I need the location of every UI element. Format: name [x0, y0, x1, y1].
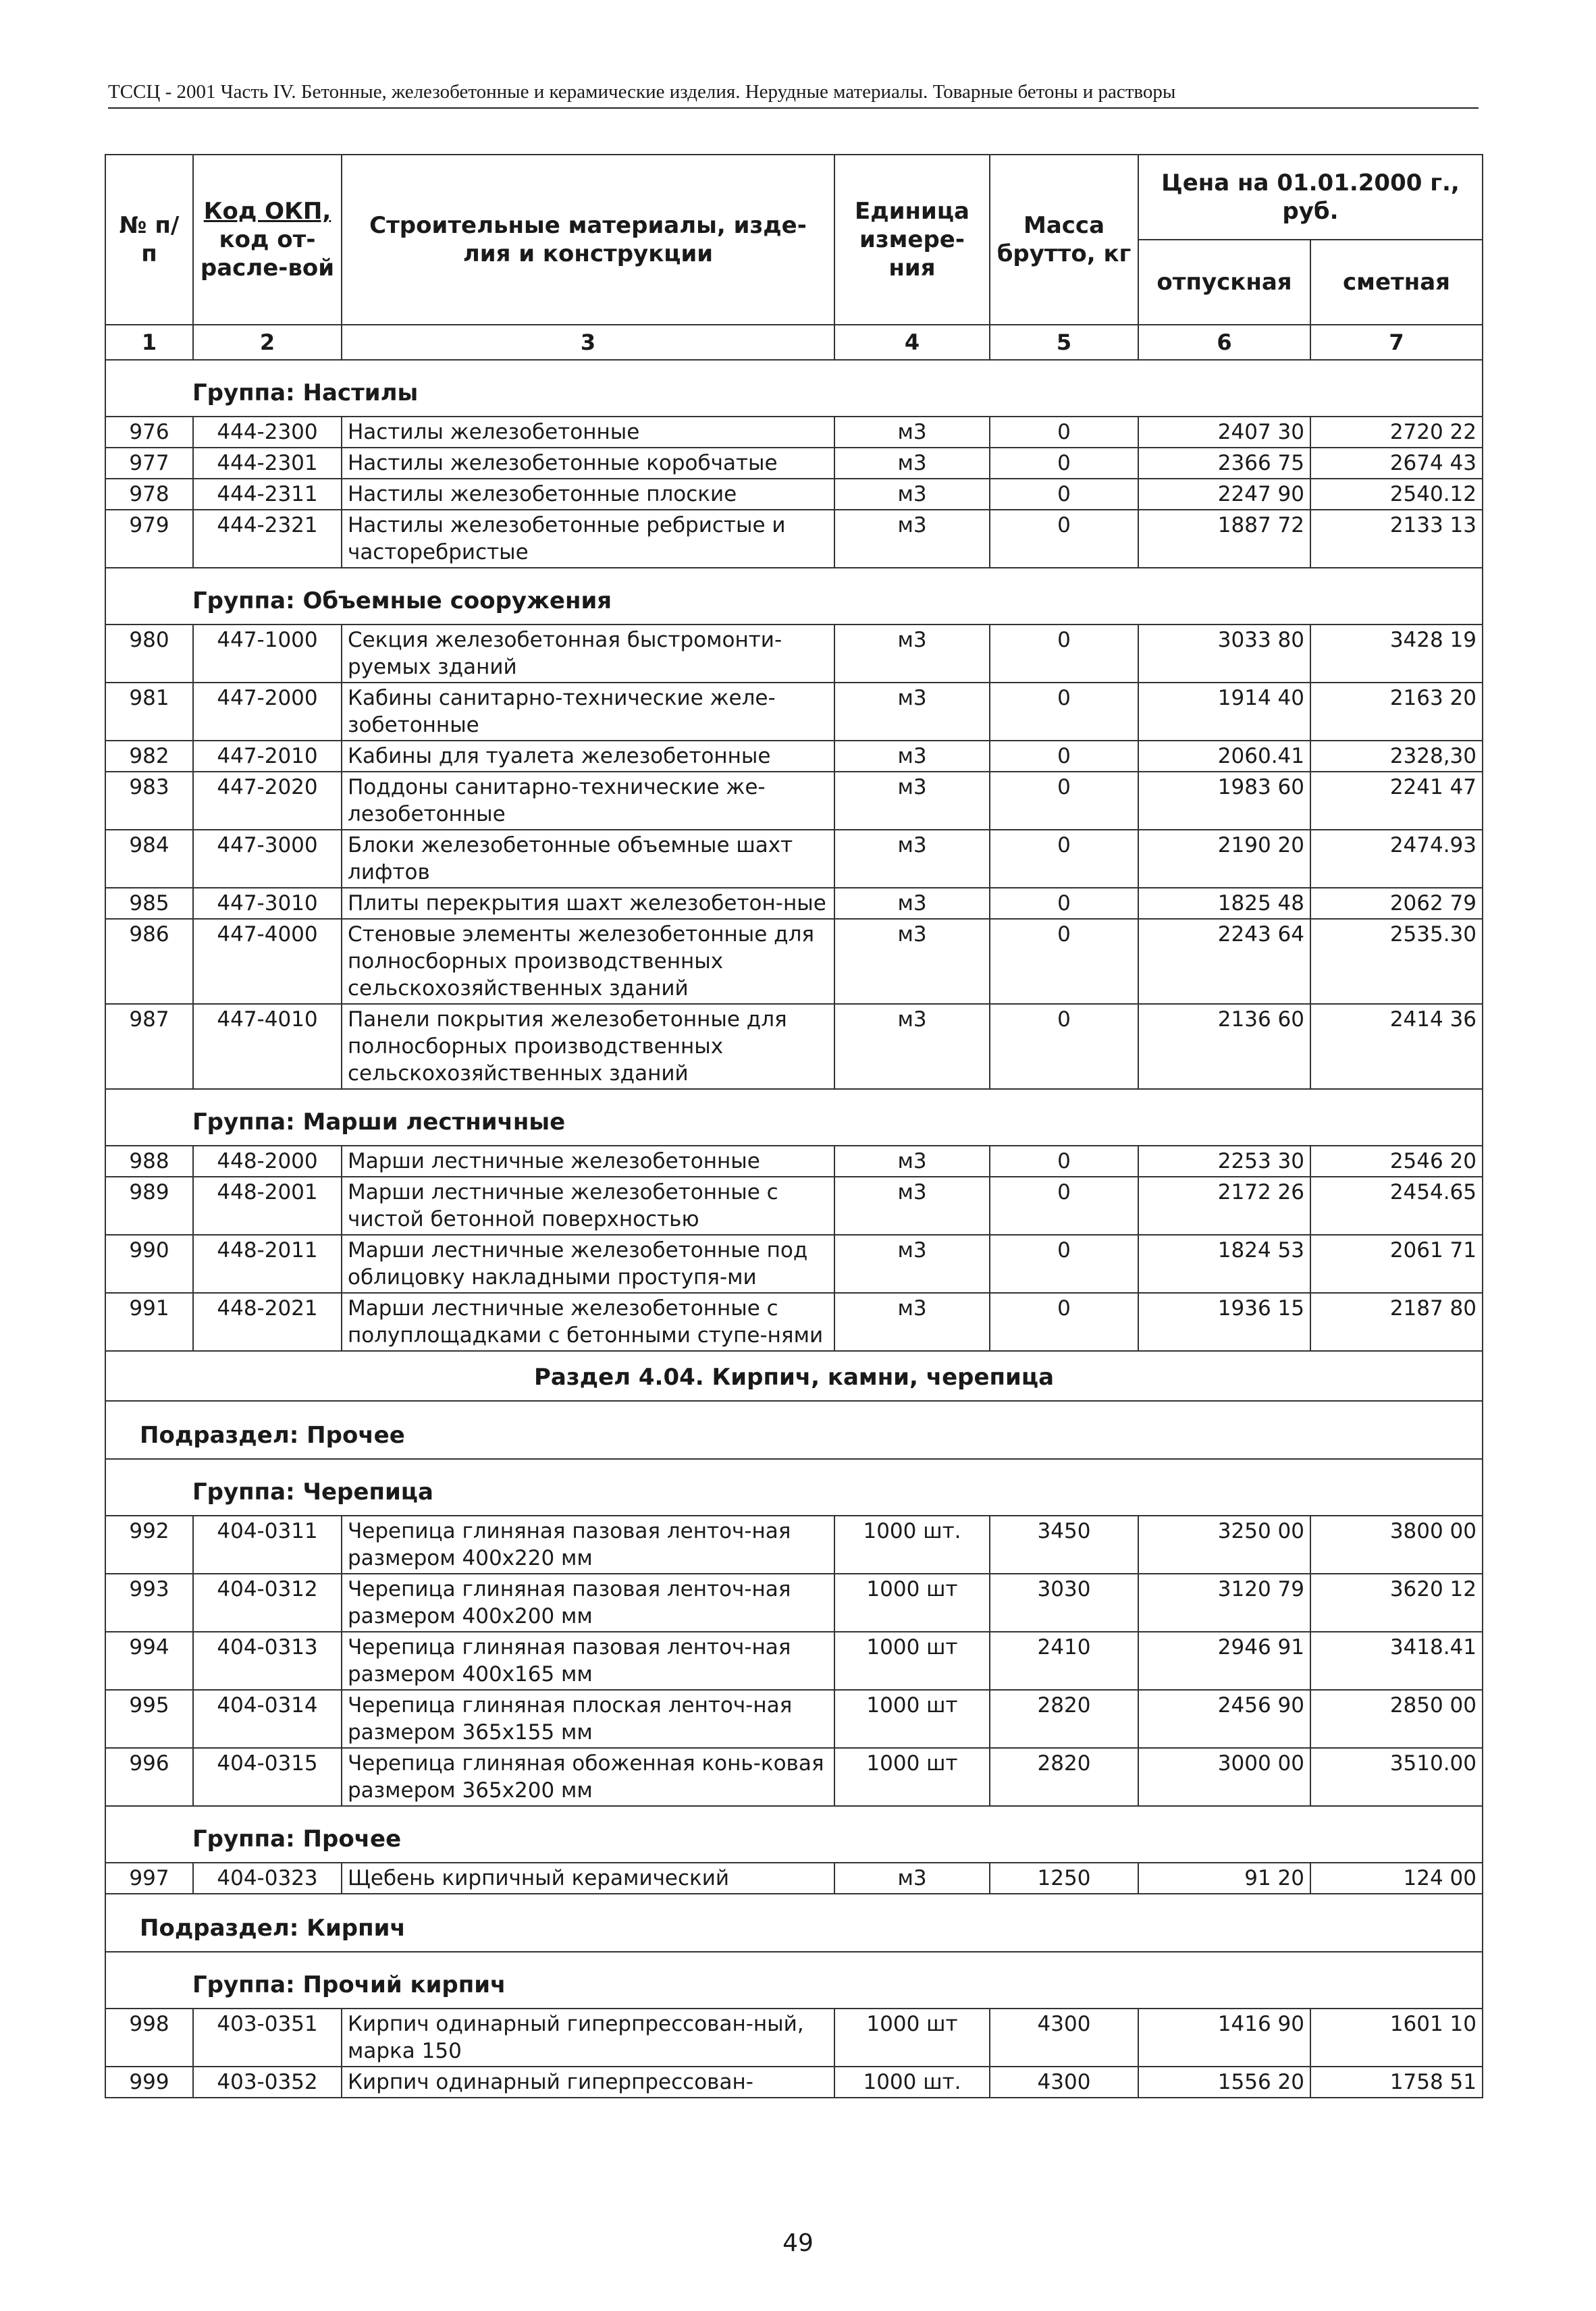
row-mass: 0	[990, 919, 1138, 1004]
row-price-estimate: 124 00	[1310, 1863, 1483, 1894]
row-name: Настилы железобетонные плоские	[342, 479, 834, 510]
group-heading: Группа: Марши лестничные	[105, 1089, 1483, 1146]
row-unit: м3	[834, 772, 990, 830]
row-price-release: 91 20	[1138, 1863, 1310, 1894]
row-price-release: 1556 20	[1138, 2067, 1310, 2098]
group-heading-row	[105, 1459, 1483, 1516]
row-name: Черепица глиняная обоженная конь-ковая размером 365x200 мм	[342, 1748, 834, 1806]
row-code: 447-3000	[193, 830, 342, 888]
row-price-estimate: 2540.12	[1310, 479, 1483, 510]
row-name: Черепица глиняная пазовая ленточ-ная размером 400x165 мм	[342, 1632, 834, 1690]
table-row	[105, 1177, 1483, 1235]
table-row	[105, 2009, 1483, 2067]
group-heading: Группа: Прочий кирпич	[105, 1952, 1483, 2009]
table-header-row	[105, 155, 1483, 240]
row-unit: м3	[834, 479, 990, 510]
col-header-name: Строительные материалы, изде-лия и конструкции	[342, 155, 834, 325]
table-row	[105, 1863, 1483, 1894]
row-price-release: 2407 30	[1138, 417, 1310, 448]
row-price-release: 3120 79	[1138, 1574, 1310, 1632]
row-name: Настилы железобетонные	[342, 417, 834, 448]
row-mass: 0	[990, 1146, 1138, 1177]
row-unit: м3	[834, 1863, 990, 1894]
row-unit: 1000 шт.	[834, 2067, 990, 2098]
row-number: 992	[105, 1516, 193, 1574]
table-row	[105, 683, 1483, 741]
column-number: 5	[990, 325, 1138, 360]
row-price-release: 2366 75	[1138, 448, 1310, 479]
subsection-heading: Подраздел: Прочее	[105, 1401, 1483, 1459]
row-price-release: 3250 00	[1138, 1516, 1310, 1574]
row-price-release: 1936 15	[1138, 1293, 1310, 1351]
col-header-code-okp: Код ОКП,	[203, 198, 331, 225]
row-name: Блоки железобетонные объемные шахт лифтов	[342, 830, 834, 888]
row-price-release: 2247 90	[1138, 479, 1310, 510]
col-header-price-release: отпускная	[1138, 240, 1310, 325]
row-code: 444-2301	[193, 448, 342, 479]
row-mass: 0	[990, 625, 1138, 683]
row-number: 985	[105, 888, 193, 919]
row-mass: 4300	[990, 2067, 1138, 2098]
row-price-estimate: 2414 36	[1310, 1004, 1483, 1089]
row-mass: 2820	[990, 1748, 1138, 1806]
row-price-estimate: 1758 51	[1310, 2067, 1483, 2098]
row-unit: м3	[834, 830, 990, 888]
row-number: 991	[105, 1293, 193, 1351]
row-price-estimate: 3510.00	[1310, 1748, 1483, 1806]
table-row	[105, 830, 1483, 888]
row-price-release: 1825 48	[1138, 888, 1310, 919]
row-number: 979	[105, 510, 193, 568]
row-number: 996	[105, 1748, 193, 1806]
row-name: Щебень кирпичный керамический	[342, 1863, 834, 1894]
row-unit: м3	[834, 1177, 990, 1235]
row-mass: 0	[990, 417, 1138, 448]
row-name: Поддоны санитарно-технические же-лезобетонные	[342, 772, 834, 830]
row-mass: 0	[990, 1235, 1138, 1293]
group-heading: Группа: Объемные сооружения	[105, 568, 1483, 625]
row-name: Панели покрытия железобетонные для полносборных производственных сельскохозяйственных зданий	[342, 1004, 834, 1089]
row-unit: м3	[834, 417, 990, 448]
row-unit: м3	[834, 1004, 990, 1089]
col-header-code-branch: код от-расле-вой	[200, 226, 335, 282]
row-name: Марши лестничные железобетонные с полуплощадками с бетонными ступе-нями	[342, 1293, 834, 1351]
row-price-release: 2136 60	[1138, 1004, 1310, 1089]
row-price-release: 1416 90	[1138, 2009, 1310, 2067]
row-name: Черепица глиняная пазовая ленточ-ная размером 400x200 мм	[342, 1574, 834, 1632]
row-mass: 2410	[990, 1632, 1138, 1690]
row-unit: м3	[834, 919, 990, 1004]
section-heading-row	[105, 1351, 1483, 1401]
row-mass: 2820	[990, 1690, 1138, 1748]
row-code: 404-0323	[193, 1863, 342, 1894]
row-number: 990	[105, 1235, 193, 1293]
row-mass: 0	[990, 448, 1138, 479]
col-header-code	[193, 155, 342, 325]
row-code: 447-3010	[193, 888, 342, 919]
row-unit: 1000 шт	[834, 1632, 990, 1690]
group-heading: Группа: Прочее	[105, 1806, 1483, 1863]
row-price-estimate: 2674 43	[1310, 448, 1483, 479]
table-row	[105, 1235, 1483, 1293]
row-code: 447-2000	[193, 683, 342, 741]
row-price-release: 1824 53	[1138, 1235, 1310, 1293]
table-row	[105, 417, 1483, 448]
row-name: Кирпич одинарный гиперпрессован-ный, марка 150	[342, 2009, 834, 2067]
price-table	[105, 154, 1483, 2098]
row-name: Черепица глиняная плоская ленточ-ная размером 365x155 мм	[342, 1690, 834, 1748]
row-number: 993	[105, 1574, 193, 1632]
running-title: ТССЦ - 2001 Часть IV. Бетонные, железобетонные и керамические изделия. Нерудные материалы. Товарные бетоны и растворы	[108, 81, 1479, 109]
row-price-release: 1983 60	[1138, 772, 1310, 830]
row-code: 404-0314	[193, 1690, 342, 1748]
table-row	[105, 1690, 1483, 1748]
row-code: 447-2020	[193, 772, 342, 830]
row-number: 986	[105, 919, 193, 1004]
row-code: 403-0351	[193, 2009, 342, 2067]
row-price-estimate: 3620 12	[1310, 1574, 1483, 1632]
row-unit: м3	[834, 741, 990, 772]
row-mass: 0	[990, 888, 1138, 919]
row-mass: 0	[990, 830, 1138, 888]
row-name: Марши лестничные железобетонные	[342, 1146, 834, 1177]
row-price-estimate: 2720 22	[1310, 417, 1483, 448]
table-row	[105, 625, 1483, 683]
row-price-release: 2243 64	[1138, 919, 1310, 1004]
row-name: Кирпич одинарный гиперпрессован-	[342, 2067, 834, 2098]
row-number: 984	[105, 830, 193, 888]
row-number: 983	[105, 772, 193, 830]
row-name: Плиты перекрытия шахт железобетон-ные	[342, 888, 834, 919]
col-header-price-estimate: сметная	[1310, 240, 1483, 325]
row-price-release: 2253 30	[1138, 1146, 1310, 1177]
table-row	[105, 1293, 1483, 1351]
subsection-heading: Подраздел: Кирпич	[105, 1894, 1483, 1952]
row-mass: 0	[990, 479, 1138, 510]
row-mass: 0	[990, 683, 1138, 741]
table-row	[105, 1516, 1483, 1574]
row-unit: м3	[834, 625, 990, 683]
table-row	[105, 1004, 1483, 1089]
group-heading-row	[105, 360, 1483, 417]
row-price-estimate: 2187 80	[1310, 1293, 1483, 1351]
group-heading-row	[105, 1806, 1483, 1863]
row-number: 980	[105, 625, 193, 683]
subsection-heading-row	[105, 1894, 1483, 1952]
col-header-num: № п/п	[105, 155, 193, 325]
table-row	[105, 772, 1483, 830]
row-name: Стеновые элементы железобетонные для полносборных производственных сельскохозяйственных зданий	[342, 919, 834, 1004]
row-unit: 1000 шт	[834, 1690, 990, 1748]
row-number: 982	[105, 741, 193, 772]
group-heading-row	[105, 1089, 1483, 1146]
row-number: 988	[105, 1146, 193, 1177]
row-price-release: 2946 91	[1138, 1632, 1310, 1690]
table-row	[105, 741, 1483, 772]
table-row	[105, 1632, 1483, 1690]
row-code: 447-4000	[193, 919, 342, 1004]
row-code: 403-0352	[193, 2067, 342, 2098]
row-price-release: 1887 72	[1138, 510, 1310, 568]
group-heading: Группа: Черепица	[105, 1459, 1483, 1516]
row-mass: 1250	[990, 1863, 1138, 1894]
row-name: Настилы железобетонные ребристые и часторебристые	[342, 510, 834, 568]
row-mass: 0	[990, 1293, 1138, 1351]
group-heading: Группа: Настилы	[105, 360, 1483, 417]
col-header-mass: Масса брутто, кг	[990, 155, 1138, 325]
row-mass: 4300	[990, 2009, 1138, 2067]
row-price-estimate: 2241 47	[1310, 772, 1483, 830]
row-number: 999	[105, 2067, 193, 2098]
row-price-estimate: 2061 71	[1310, 1235, 1483, 1293]
row-unit: 1000 шт	[834, 1748, 990, 1806]
row-code: 447-4010	[193, 1004, 342, 1089]
row-price-estimate: 2454.65	[1310, 1177, 1483, 1235]
row-price-estimate: 2328,30	[1310, 741, 1483, 772]
row-number: 976	[105, 417, 193, 448]
row-code: 444-2321	[193, 510, 342, 568]
row-name: Марши лестничные железобетонные под облицовку накладными проступя-ми	[342, 1235, 834, 1293]
subsection-heading-row	[105, 1401, 1483, 1459]
row-price-estimate: 2133 13	[1310, 510, 1483, 568]
row-unit: 1000 шт	[834, 2009, 990, 2067]
row-price-release: 2172 26	[1138, 1177, 1310, 1235]
row-unit: м3	[834, 1293, 990, 1351]
row-price-estimate: 2062 79	[1310, 888, 1483, 919]
row-name: Кабины санитарно-технические желе-зобетонные	[342, 683, 834, 741]
table-row	[105, 919, 1483, 1004]
table-row	[105, 1574, 1483, 1632]
row-unit: м3	[834, 1235, 990, 1293]
row-mass: 0	[990, 741, 1138, 772]
row-code: 448-2011	[193, 1235, 342, 1293]
row-mass: 0	[990, 1004, 1138, 1089]
row-mass: 3030	[990, 1574, 1138, 1632]
row-code: 404-0311	[193, 1516, 342, 1574]
row-number: 997	[105, 1863, 193, 1894]
col-header-unit: Единица измере-ния	[834, 155, 990, 325]
table-row	[105, 510, 1483, 568]
row-price-release: 3000 00	[1138, 1748, 1310, 1806]
row-number: 981	[105, 683, 193, 741]
row-price-estimate: 1601 10	[1310, 2009, 1483, 2067]
row-unit: 1000 шт.	[834, 1516, 990, 1574]
row-code: 448-2001	[193, 1177, 342, 1235]
row-price-estimate: 2850 00	[1310, 1690, 1483, 1748]
row-mass: 0	[990, 1177, 1138, 1235]
row-price-release: 2060.41	[1138, 741, 1310, 772]
row-code: 404-0315	[193, 1748, 342, 1806]
row-unit: м3	[834, 510, 990, 568]
column-number: 7	[1310, 325, 1483, 360]
page-number: 49	[782, 2229, 814, 2257]
row-code: 447-1000	[193, 625, 342, 683]
row-price-estimate: 2474.93	[1310, 830, 1483, 888]
row-number: 977	[105, 448, 193, 479]
table-row	[105, 448, 1483, 479]
table-row	[105, 1748, 1483, 1806]
row-code: 448-2021	[193, 1293, 342, 1351]
row-name: Марши лестничные железобетонные с чистой бетонной поверхностью	[342, 1177, 834, 1235]
row-name: Секция железобетонная быстромонти-руемых зданий	[342, 625, 834, 683]
row-name: Настилы железобетонные коробчатые	[342, 448, 834, 479]
row-mass: 3450	[990, 1516, 1138, 1574]
group-heading-row	[105, 1952, 1483, 2009]
row-number: 994	[105, 1632, 193, 1690]
row-price-estimate: 3800 00	[1310, 1516, 1483, 1574]
row-price-release: 1914 40	[1138, 683, 1310, 741]
row-unit: м3	[834, 1146, 990, 1177]
row-name: Кабины для туалета железобетонные	[342, 741, 834, 772]
row-price-release: 2456 90	[1138, 1690, 1310, 1748]
row-price-release: 2190 20	[1138, 830, 1310, 888]
row-number: 978	[105, 479, 193, 510]
group-heading-row	[105, 568, 1483, 625]
row-name: Черепица глиняная пазовая ленточ-ная размером 400x220 мм	[342, 1516, 834, 1574]
column-number: 4	[834, 325, 990, 360]
row-code: 444-2311	[193, 479, 342, 510]
row-price-estimate: 3428 19	[1310, 625, 1483, 683]
table-row	[105, 1146, 1483, 1177]
col-header-price: Цена на 01.01.2000 г., руб.	[1138, 155, 1483, 240]
row-code: 404-0313	[193, 1632, 342, 1690]
row-unit: м3	[834, 683, 990, 741]
row-price-estimate: 3418.41	[1310, 1632, 1483, 1690]
row-mass: 0	[990, 772, 1138, 830]
column-number: 1	[105, 325, 193, 360]
row-number: 989	[105, 1177, 193, 1235]
row-number: 995	[105, 1690, 193, 1748]
row-price-estimate: 2535.30	[1310, 919, 1483, 1004]
row-number: 998	[105, 2009, 193, 2067]
row-code: 404-0312	[193, 1574, 342, 1632]
row-code: 448-2000	[193, 1146, 342, 1177]
row-mass: 0	[990, 510, 1138, 568]
row-code: 444-2300	[193, 417, 342, 448]
row-number: 987	[105, 1004, 193, 1089]
row-price-release: 3033 80	[1138, 625, 1310, 683]
table-row	[105, 888, 1483, 919]
row-price-estimate: 2546 20	[1310, 1146, 1483, 1177]
row-price-estimate: 2163 20	[1310, 683, 1483, 741]
row-unit: м3	[834, 888, 990, 919]
column-number: 6	[1138, 325, 1310, 360]
section-heading: Раздел 4.04. Кирпич, камни, черепица	[105, 1351, 1483, 1401]
table-row	[105, 2067, 1483, 2098]
column-number: 2	[193, 325, 342, 360]
row-unit: м3	[834, 448, 990, 479]
row-code: 447-2010	[193, 741, 342, 772]
row-unit: 1000 шт	[834, 1574, 990, 1632]
table-row	[105, 479, 1483, 510]
column-number-row	[105, 325, 1483, 360]
column-number: 3	[342, 325, 834, 360]
